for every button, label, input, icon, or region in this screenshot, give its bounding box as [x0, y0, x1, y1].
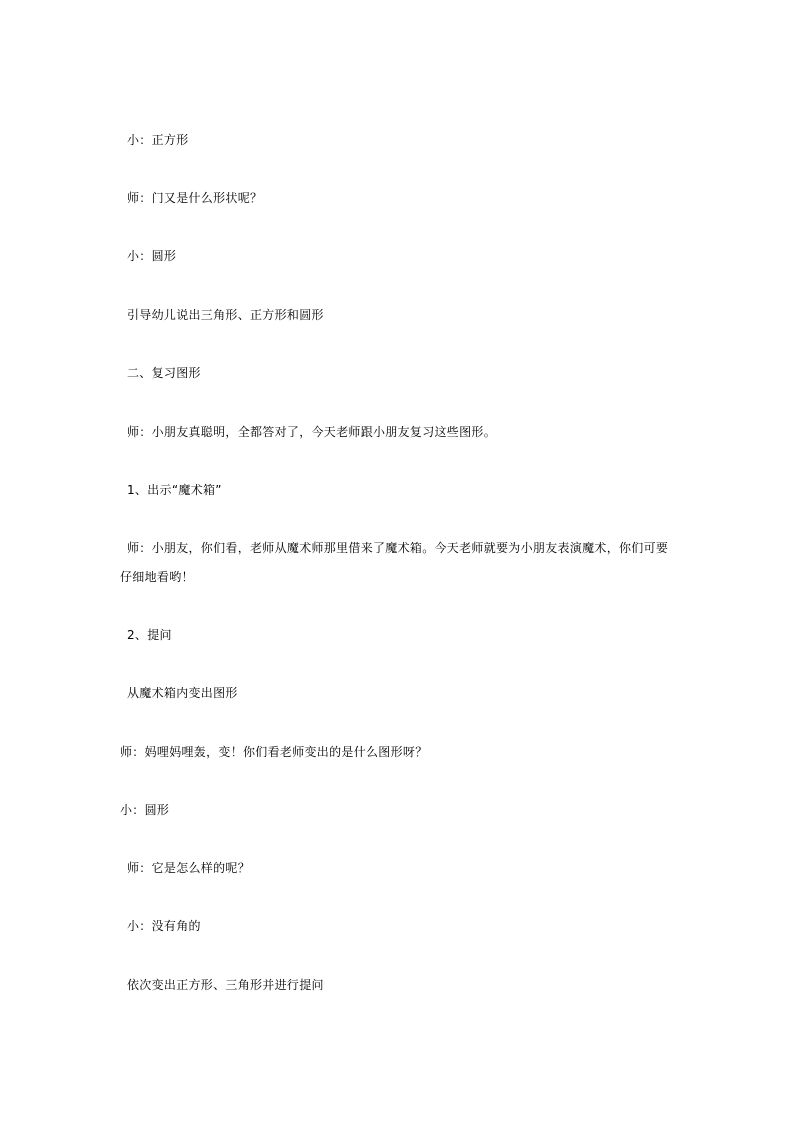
step-heading-show-magic-box: 1、出示“魔术箱” [127, 483, 222, 497]
paragraph-teacher-door-question: 师：门又是什么形状呢？ [127, 191, 263, 205]
paragraph-child-answer-circle: 小：圆形 [127, 249, 177, 263]
paragraph-teacher-magic-spell: 师：妈哩妈哩轰，变！你们看老师变出的是什么图形呀？ [120, 745, 428, 759]
section-heading-review-shapes: 二、复习图形 [127, 366, 201, 380]
paragraph-produce-shapes: 从魔术箱内变出图形 [127, 686, 238, 700]
step-heading-ask-questions: 2、提问 [127, 628, 172, 642]
paragraph-guide-instruction: 引导幼儿说出三角形、正方形和圆形 [127, 308, 324, 322]
paragraph-teacher-magic-intro: 师：小朋友，你们看，老师从魔术师那里借来了魔术箱。今天老师就要为小朋友表演魔术，你们可要仔细地看哟！ [120, 541, 669, 584]
paragraph-child-answer-circle-2: 小：圆形 [120, 803, 170, 817]
paragraph-child-no-corners: 小：没有角的 [127, 919, 201, 933]
paragraph-teacher-what-like: 师：它是怎么样的呢？ [127, 861, 251, 875]
paragraph-produce-more-shapes: 依次变出正方形、三角形并进行提问 [127, 978, 324, 992]
paragraph-child-answer-square: 小：正方形 [127, 133, 189, 147]
paragraph-teacher-praise: 师：小朋友真聪明，全都答对了，今天老师跟小朋友复习这些图形。 [127, 425, 497, 439]
